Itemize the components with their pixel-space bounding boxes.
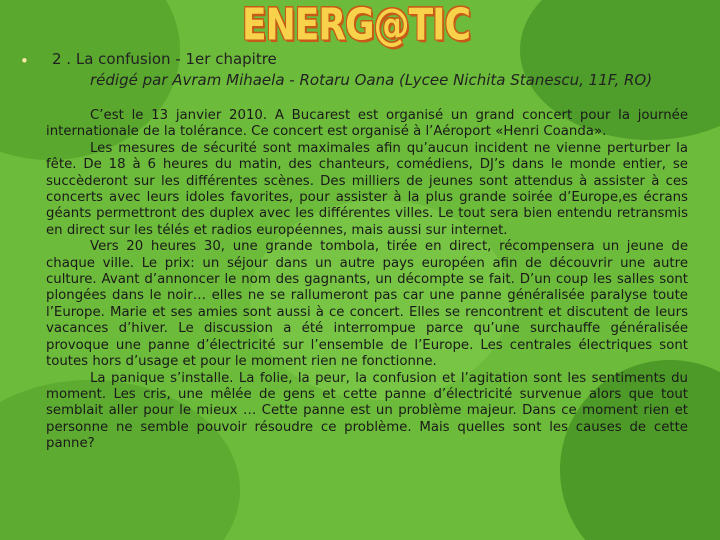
bullet-icon: • bbox=[20, 52, 29, 70]
paragraph-2: Les mesures de sécurité sont maximales afin qu’aucun incident ne vienne perturber la fête. De 18 à 6 heures du matin, des chanteurs, comédiens, DJ’s dans le monde entier, se succèderont sur les différentes scènes. Des milliers de jeunes sont attendus à assister à ces concerts avec leurs idoles favorites, pour assister à la plus grande soirée d’Europe,es écrans géants permettront des duplex avec les différentes villes. Le tout sera bien entendu retransmis en direct sur les télés et radios européennes, mais aussi sur internet. bbox=[46, 140, 688, 238]
author-line bbox=[30, 71, 700, 90]
energatic-logo: ENERG@TIC bbox=[242, 0, 470, 50]
section-heading: 2 . La confusion - 1er chapitre bbox=[52, 50, 277, 68]
paragraph-1: C’est le 13 janvier 2010. A Bucarest est organisé un grand concert pour la journée internationale de la tolérance. Ce concert est organisé à l’Aéroport «Henri Coanda». bbox=[46, 108, 688, 140]
author-text: rédigé par Avram Mihaela - Rotaru Oana (Lycee Nichita Stanescu, 11F, RO) bbox=[90, 71, 653, 89]
paragraph-4: La panique s’installe. La folie, la peur, la confusion et l’agitation sont les sentiments du moment. Les cris, une mêlée de gens et cette panne d’électricité survenue alors que tout semblait aller pour le mieux … Cette panne est un problème majeur. Dans ce moment rien et personne ne semble pouvoir résoudre ce problème. Mais quelles sont les causes de cette panne? bbox=[46, 370, 688, 452]
story-text bbox=[46, 108, 688, 453]
paragraph-3: Vers 20 heures 30, une grande tombola, tirée en direct, récompensera un jeune de chaque ville. Le prix: un séjour dans un autre pays européen afin de découvrir une autre culture. Avant d’annoncer le nom des gagnants, un décompte se fait. D’un coup les salles sont plongées dans le noir… elles ne se rallumeront pas car une panne généralisée paralyse toute l’Europe. Marie et ses amies sont aussi à ce concert. Elles se rencontrent et discutent de leurs vacances d’hiver. Le discussion a été interrompue parce qu’une surchauffe généralisée provoque une panne d’électricité sur l’ensemble de l’Europe. Les centrales électriques sont toutes hors d’usage et pour le moment rien ne fonctionne. bbox=[46, 239, 688, 370]
